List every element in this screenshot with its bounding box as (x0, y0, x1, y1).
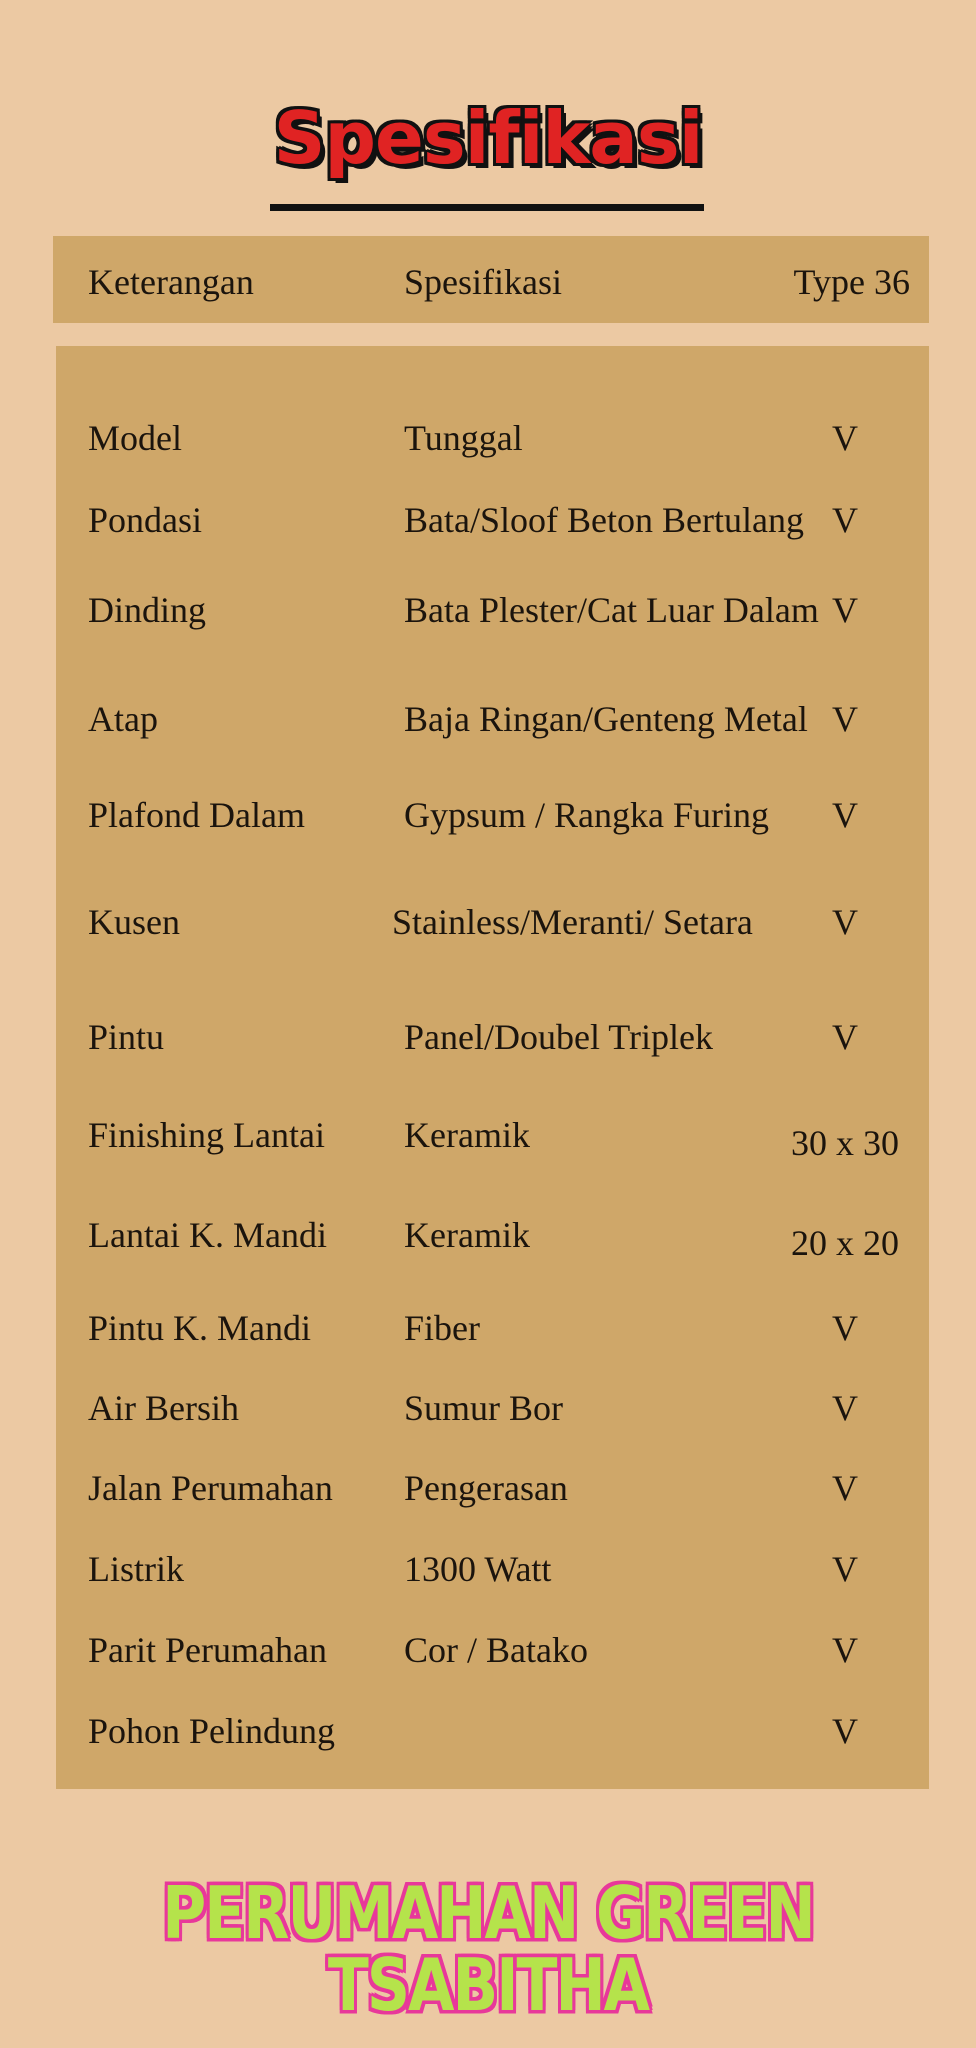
row-type36-value: V (832, 1388, 858, 1428)
row-type36-value: 30 x 30 (791, 1123, 899, 1163)
row-type36-value: V (832, 1017, 858, 1057)
row-type36-value: 20 x 20 (791, 1223, 899, 1263)
row-spec: Bata/Sloof Beton Bertulang (404, 500, 804, 540)
row-spec: Gypsum / Rangka Furing (404, 795, 769, 835)
row-type36-value: V (832, 699, 858, 739)
row-label: Pintu K. Mandi (88, 1308, 312, 1348)
row-label: Plafond Dalam (88, 795, 305, 835)
row-label: Parit Perumahan (88, 1630, 327, 1670)
row-label: Pintu (88, 1017, 165, 1057)
row-spec: Sumur Bor (404, 1388, 564, 1428)
row-spec: Stainless/Meranti/ Setara (392, 902, 753, 942)
row-type36-value: V (832, 1711, 858, 1751)
row-type36-value: V (832, 1630, 858, 1670)
row-type36-value: V (832, 418, 858, 458)
row-spec: Keramik (404, 1215, 530, 1255)
row-spec: Baja Ringan/Genteng Metal (404, 699, 808, 739)
row-label: Atap (88, 699, 158, 739)
row-spec: Cor / Batako (404, 1630, 588, 1670)
row-label: Listrik (88, 1549, 184, 1589)
row-label: Lantai K. Mandi (88, 1215, 327, 1255)
row-label: Air Bersih (88, 1388, 239, 1428)
row-spec: Fiber (404, 1308, 480, 1348)
row-spec: Keramik (404, 1115, 530, 1155)
row-type36-value: V (832, 500, 858, 540)
row-label: Pondasi (88, 500, 203, 540)
row-type36-value: V (832, 1468, 858, 1508)
header-keterangan: Keterangan (88, 262, 254, 302)
header-type: Type 36 (793, 262, 910, 302)
row-spec: Tunggal (404, 418, 523, 458)
row-type36-value: V (832, 590, 858, 630)
row-type36-value: V (832, 1308, 858, 1348)
row-spec: Panel/Doubel Triplek (404, 1017, 714, 1057)
row-type36-value: V (832, 902, 858, 942)
row-type36-value: V (832, 795, 858, 835)
row-label: Jalan Perumahan (88, 1468, 333, 1508)
page-title: Spesifikasi (273, 96, 703, 180)
row-label: Pohon Pelindung (88, 1711, 336, 1751)
row-label: Model (88, 418, 182, 458)
footer-brand: PERUMAHAN GREEN TSABITHA (162, 1872, 814, 2028)
row-type36-value: V (832, 1549, 858, 1589)
header-spesifikasi: Spesifikasi (404, 262, 562, 302)
title-underline (270, 204, 704, 211)
row-label: Dinding (88, 590, 207, 630)
row-label: Kusen (88, 902, 180, 942)
row-spec: 1300 Watt (404, 1549, 552, 1589)
row-label: Finishing Lantai (88, 1115, 325, 1155)
row-spec: Bata Plester/Cat Luar Dalam (404, 590, 819, 630)
row-spec: Pengerasan (404, 1468, 568, 1508)
